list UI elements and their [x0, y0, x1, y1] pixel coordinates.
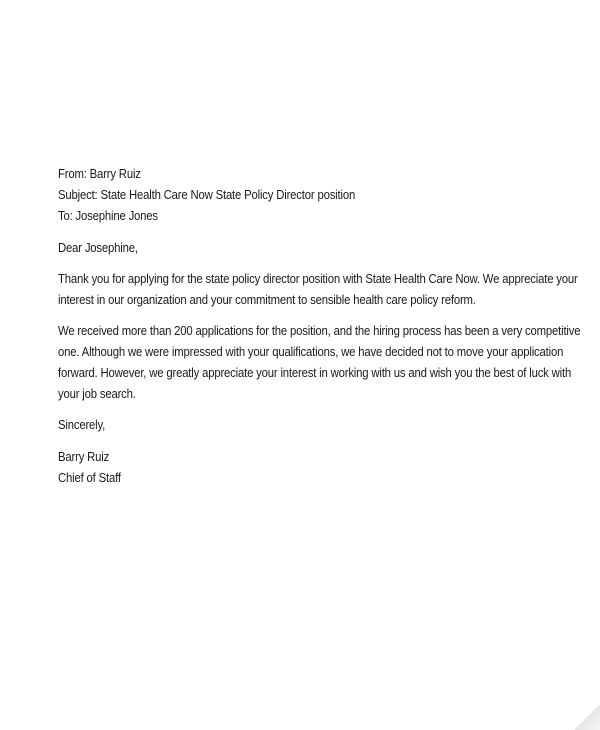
- paragraph-2-line: one. Although we were impressed with your qualifications, we have decided not to move your application: [58, 345, 564, 359]
- salutation: [58, 238, 549, 259]
- paragraph-1-line: Thank you for applying for the state policy director position with State Health Care Now. We appreciate your: [58, 272, 578, 286]
- paragraph-2-line: We received more than 200 applications for the position, and the hiring process has been a very competitive: [58, 324, 581, 338]
- page-curl-corner: [574, 704, 600, 730]
- signature-block: [58, 447, 549, 489]
- paragraph-1: [58, 269, 578, 311]
- from-line: From: Barry Ruiz: [58, 167, 141, 181]
- salutation-text: Dear Josephine,: [58, 241, 138, 255]
- subject-line: Subject: State Health Care Now State Policy Director position: [58, 188, 356, 202]
- paragraph-2-line: your job search.: [58, 387, 136, 401]
- signature-title: Chief of Staff: [58, 471, 121, 485]
- signature-name: Barry Ruiz: [58, 450, 110, 464]
- closing-text: Sincerely,: [58, 418, 106, 432]
- paragraph-1-line: interest in our organization and your commitment to sensible health care policy reform.: [58, 293, 476, 307]
- letter-header: [58, 164, 549, 227]
- paragraph-2-line: forward. However, we greatly appreciate your interest in working with us and wish you the best of luck with: [58, 366, 572, 380]
- paragraph-2: [58, 321, 581, 405]
- closing: [58, 415, 549, 436]
- letter-body: [58, 164, 581, 489]
- to-line: To: Josephine Jones: [58, 209, 158, 223]
